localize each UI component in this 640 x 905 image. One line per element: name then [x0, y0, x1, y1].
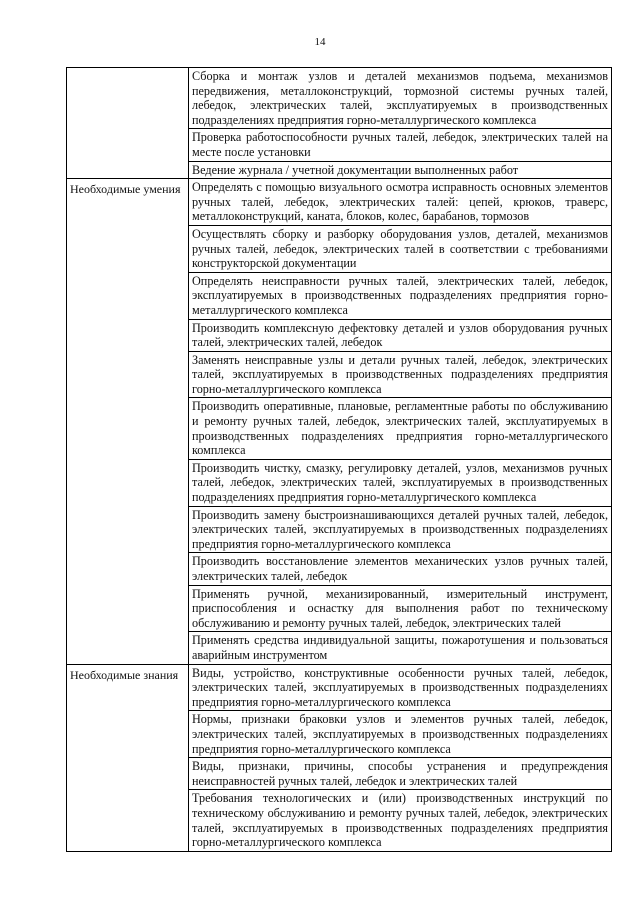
- list-item: Нормы, признаки браковки узлов и элементов ручных талей, лебедок, электрических талей, эксплуатируемых в производственных подразделениях предприятия горно-металлургического комплекса: [189, 710, 611, 757]
- list-item: Виды, признаки, причины, способы устранения и предупреждения неисправностей ручных талей, лебедок и электрических талей: [189, 757, 611, 789]
- row-label: [67, 68, 189, 179]
- table-row: [67, 179, 612, 664]
- requirements-table: [66, 67, 612, 852]
- list-item: Применять средства индивидуальной защиты, пожаротушения и пользоваться аварийным инструментом: [189, 631, 611, 663]
- row-label: Необходимые знания: [67, 664, 189, 851]
- list-item: Производить оперативные, плановые, регламентные работы по обслуживанию и ремонту ручных талей, лебедок, электрических талей, эксплуатируемых в производственных подразделениях предприятия горно-металлургического комплекса: [189, 397, 611, 458]
- list-item: Сборка и монтаж узлов и деталей механизмов подъема, механизмов передвижения, металлоконструкций, тормозной системы ручных талей, лебедок, электрических талей, эксплуатируемых в производственных подразделениях предприятия горно-металлургического комплекса: [192, 69, 608, 127]
- list-item: Проверка работоспособности ручных талей, лебедок, электрических талей на месте после установки: [189, 128, 611, 160]
- list-item: Ведение журнала / учетной документации выполненных работ: [189, 161, 611, 179]
- list-item: Виды, устройство, конструктивные особенности ручных талей, лебедок, электрических талей, эксплуатируемых в производственных подразделениях предприятия горно-металлургического комплекса: [192, 665, 608, 709]
- list-item: Определять с помощью визуального осмотра исправность основных элементов ручных талей, лебедок, электрических талей: цепей, крюков, траверс, металлоконструкций, каната, блоков, колес, барабанов, тормозов: [192, 180, 608, 224]
- table-row: [67, 68, 612, 179]
- list-item: Производить комплексную дефектовку деталей и узлов оборудования ручных талей, электрических талей, лебедок: [189, 319, 611, 351]
- list-item: Заменять неисправные узлы и детали ручных талей, лебедок, электрических талей, эксплуатируемых в производственных подразделениях предприятия горно-металлургического комплекса: [189, 351, 611, 398]
- list-item: Производить восстановление элементов механических узлов ручных талей, электрических талей, лебедок: [189, 552, 611, 584]
- list-item: Осуществлять сборку и разборку оборудования узлов, деталей, механизмов ручных талей, лебедок, электрических талей в соответствии с требованиями конструкторской документации: [189, 225, 611, 272]
- row-items: [189, 68, 612, 179]
- row-label: Необходимые умения: [67, 179, 189, 664]
- list-item: Производить замену быстроизнашивающихся деталей ручных талей, лебедок, электрических талей, эксплуатируемых в производственных подразделениях предприятия горно-металлургического комплекса: [189, 506, 611, 553]
- table-row: [67, 664, 612, 851]
- row-items: [189, 664, 612, 851]
- row-items: [189, 179, 612, 664]
- list-item: Производить чистку, смазку, регулировку деталей, узлов, механизмов ручных талей, лебедок, электрических талей, эксплуатируемых в производственных подразделениях предприятия горно-металлургического комплекса: [189, 459, 611, 506]
- page-number: 14: [314, 36, 326, 48]
- list-item: Требования технологических и (или) производственных инструкций по техническому обслуживанию и ремонту ручных талей, лебедок, электрических талей, эксплуатируемых в производственных подразделениях предприятия горно-металлургического комплекса: [189, 789, 611, 850]
- list-item: Определять неисправности ручных талей, электрических талей, лебедок, эксплуатируемых в производственных подразделениях предприятия горно-металлургического комплекса: [189, 272, 611, 319]
- list-item: Применять ручной, механизированный, измерительный инструмент, приспособления и оснастку для выполнения работ по техническому обслуживанию и ремонту ручных талей, лебедок, электрических талей: [189, 585, 611, 632]
